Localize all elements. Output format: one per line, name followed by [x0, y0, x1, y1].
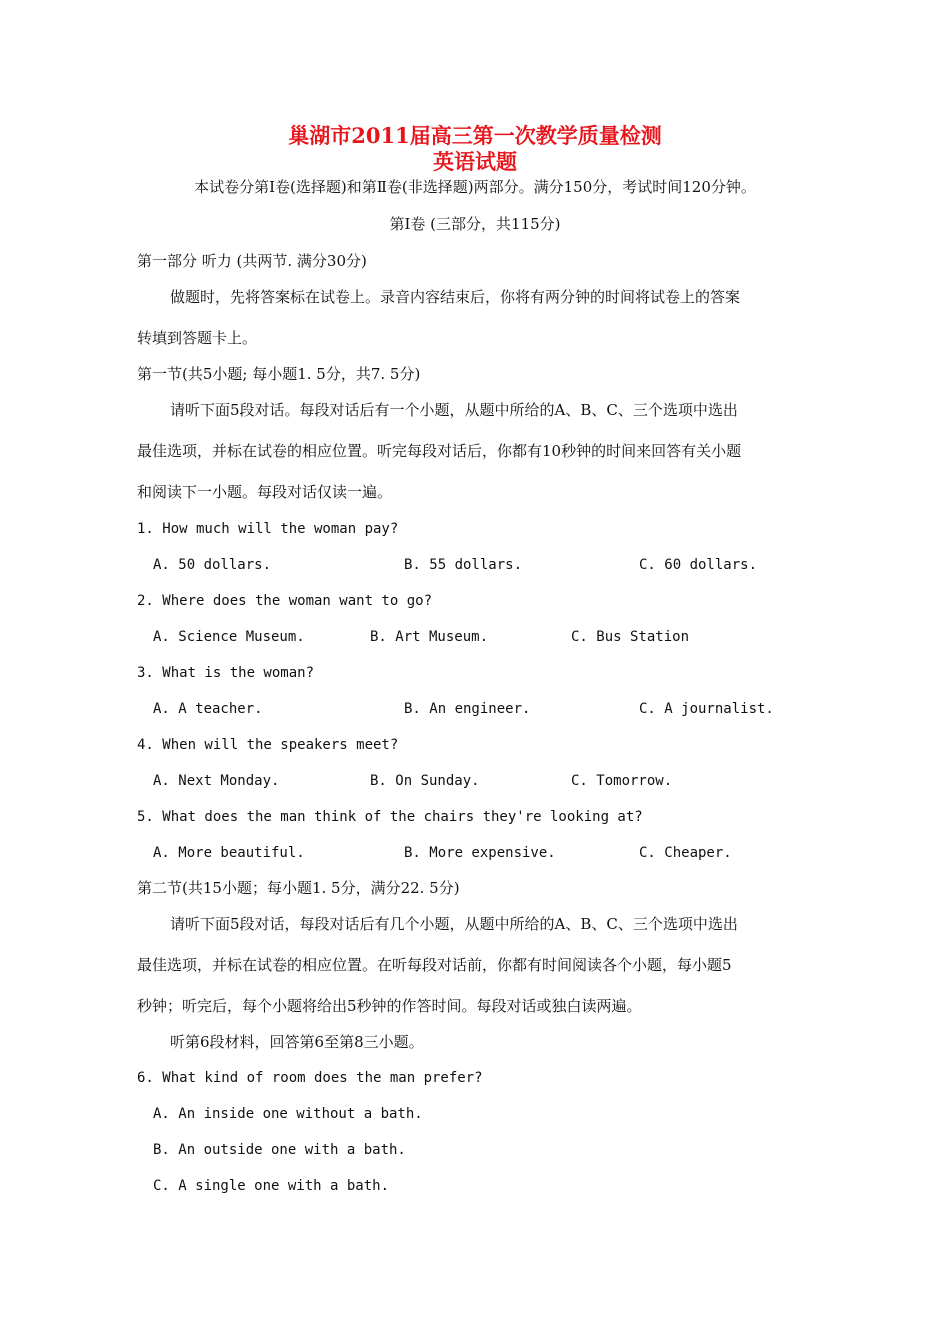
question-3-option-b: B. An engineer. — [404, 701, 531, 717]
question-2: 2. Where does the woman want to go? — [137, 593, 433, 609]
part1-instruction-2: 转填到答题卡上。 — [137, 329, 258, 347]
question-5: 5. What does the man think of the chairs they're looking at? — [137, 809, 643, 825]
question-4-option-a: A. Next Monday. — [153, 773, 280, 789]
question-6-option-b: B. An outside one with a bath. — [153, 1142, 406, 1158]
section1-instruction-1: 请听下面5段对话。每段对话后有一个小题，从题中所给的A、B、C、三个选项中选出 — [170, 401, 738, 419]
section2-instruction-1: 请听下面5段对话，每段对话后有几个小题，从题中所给的A、B、C、三个选项中选出 — [170, 915, 738, 933]
exam-intro: 本试卷分第Ⅰ卷(选择题)和第Ⅱ卷(非选择题)两部分。满分150分，考试时间120分钟。 — [194, 178, 756, 196]
question-2-option-a: A. Science Museum. — [153, 629, 305, 645]
question-5-option-b: B. More expensive. — [404, 845, 556, 861]
question-5-option-a: A. More beautiful. — [153, 845, 305, 861]
question-3: 3. What is the woman? — [137, 665, 315, 681]
section2-instruction-2: 最佳选项，并标在试卷的相应位置。在听每段对话前，你都有时间阅读各个小题，每小题5 — [137, 956, 732, 974]
question-2-option-b: B. Art Museum. — [370, 629, 489, 645]
question-4-option-c: C. Tomorrow. — [571, 773, 673, 789]
question-1-option-a: A. 50 dollars. — [153, 557, 272, 573]
question-4: 4. When will the speakers meet? — [137, 737, 399, 753]
question-6-option-c: C. A single one with a bath. — [153, 1178, 390, 1194]
material-note: 听第6段材料，回答第6至第8三小题。 — [170, 1033, 424, 1051]
question-1-option-b: B. 55 dollars. — [404, 557, 523, 573]
part1-instruction-1: 做题时，先将答案标在试卷上。录音内容结束后，你将有两分钟的时间将试卷上的答案 — [170, 288, 741, 306]
question-3-option-a: A. A teacher. — [153, 701, 263, 717]
volume-heading: 第Ⅰ卷 (三部分，共115分) — [389, 215, 561, 233]
exam-title: 巢湖市2011届高三第一次教学质量检测 — [288, 123, 662, 148]
exam-subtitle: 英语试题 — [433, 149, 517, 174]
section1-instruction-3: 和阅读下一小题。每段对话仅读一遍。 — [137, 483, 393, 501]
question-1: 1. How much will the woman pay? — [137, 521, 399, 537]
question-2-option-c: C. Bus Station — [571, 629, 690, 645]
section2-instruction-3: 秒钟；听完后，每个小题将给出5秒钟的作答时间。每段对话或独白读两遍。 — [137, 997, 642, 1015]
question-3-option-c: C. A journalist. — [639, 701, 774, 717]
section1-instruction-2: 最佳选项，并标在试卷的相应位置。听完每段对话后，你都有10秒钟的时间来回答有关小题 — [137, 442, 742, 460]
question-6: 6. What kind of room does the man prefer? — [137, 1070, 483, 1086]
section1-heading: 第一节(共5小题; 每小题1. 5分，共7. 5分) — [137, 365, 421, 383]
part1-heading: 第一部分 听力 (共两节. 满分30分) — [137, 252, 367, 270]
question-5-option-c: C. Cheaper. — [639, 845, 732, 861]
question-1-option-c: C. 60 dollars. — [639, 557, 758, 573]
section2-heading: 第二节(共15小题；每小题1. 5分，满分22. 5分) — [137, 879, 460, 897]
question-6-option-a: A. An inside one without a bath. — [153, 1106, 423, 1122]
question-4-option-b: B. On Sunday. — [370, 773, 480, 789]
